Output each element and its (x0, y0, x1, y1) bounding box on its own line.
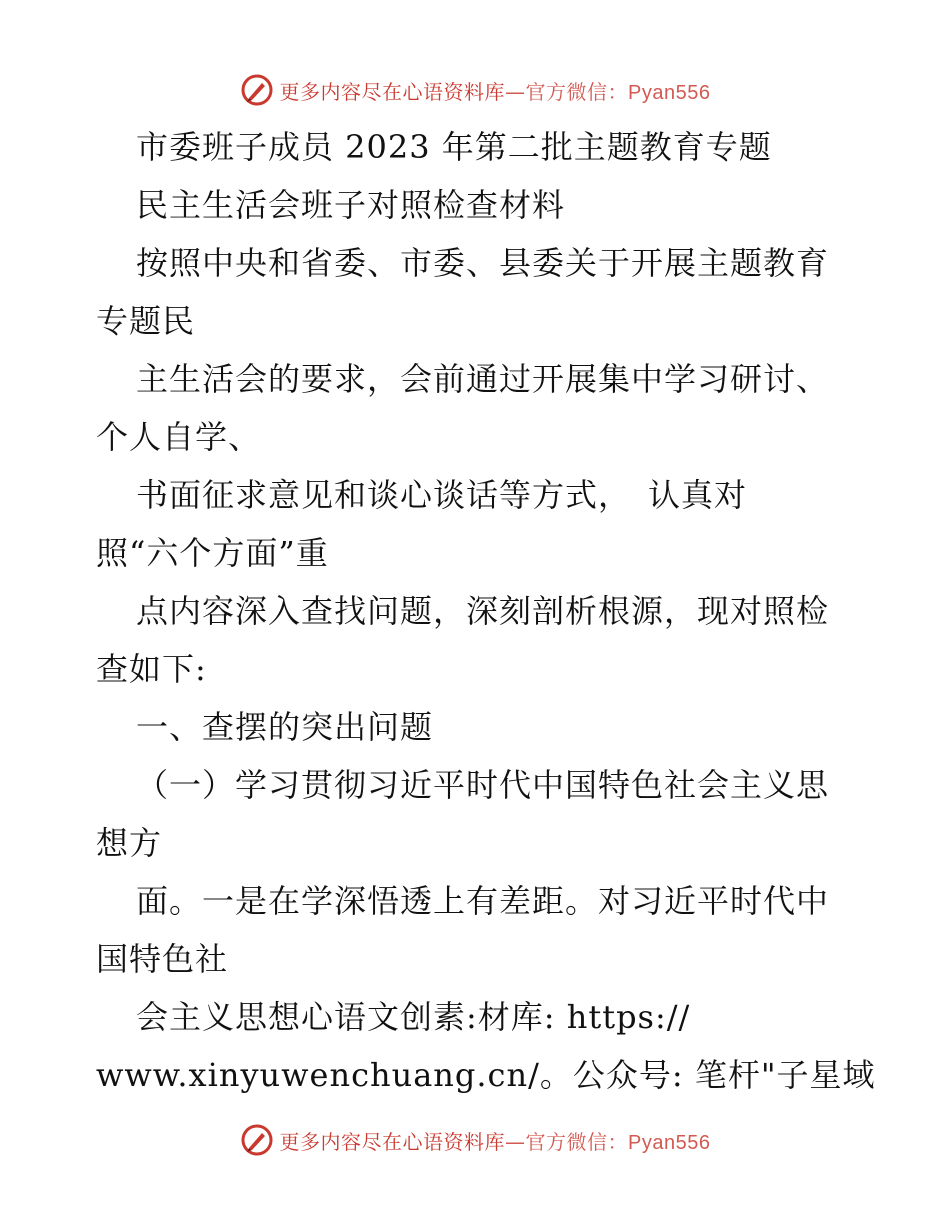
doc-paragraph-line: 专题民 (96, 302, 196, 340)
doc-title-line-2: 民主生活会班子对照检查材料 (136, 186, 566, 224)
doc-paragraph-line: 按照中央和省委、市委、县委关于开展主题教育 (136, 244, 830, 282)
watermark-text (280, 76, 711, 105)
watermark-brand: 更多内容尽在心语资料库 (279, 1129, 506, 1154)
watermark-group (240, 1123, 711, 1157)
doc-subsection-heading: （一）学习贯彻习近平时代中国特色社会主义思 (136, 766, 830, 804)
doc-paragraph-line: 会主义思想心语文创素:材库: https:// (136, 998, 691, 1036)
doc-section-heading: 一、查摆的突出问题 (136, 708, 434, 746)
doc-paragraph-line: 想方 (96, 824, 163, 862)
doc-paragraph-line: 国特色社 (96, 940, 229, 978)
doc-paragraph-line: www.xinyuwenchuang.cn/。公众号: 笔杆"子星域 (96, 1056, 876, 1094)
doc-paragraph-line: 书面征求意见和谈心谈话等方式， 认真对 (136, 476, 748, 514)
footer-watermark (0, 1120, 950, 1160)
doc-paragraph-line: 主生活会的要求，会前通过开展集中学习研讨、 (136, 360, 830, 398)
doc-paragraph-line: 查如下: (96, 650, 207, 688)
watermark-wechat-handle: Pyan556 (628, 81, 711, 104)
watermark-separator: — (505, 1129, 526, 1154)
watermark-wechat-label: 官方微信： (525, 1129, 629, 1154)
doc-paragraph-line: 个人自学、 (96, 418, 262, 456)
document-body (96, 118, 876, 1104)
watermark-wechat-handle: Pyan556 (628, 1131, 711, 1154)
pen-logo-icon (240, 73, 274, 107)
header-watermark (0, 70, 950, 110)
doc-paragraph-line: 照“六个方面”重 (96, 534, 329, 572)
watermark-brand: 更多内容尽在心语资料库 (279, 79, 506, 104)
watermark-separator: — (505, 79, 526, 104)
doc-paragraph-line: 点内容深入查找问题，深刻剖析根源，现对照检 (136, 592, 830, 630)
watermark-group (240, 73, 711, 107)
doc-paragraph-line: 面。一是在学深悟透上有差距。对习近平时代中 (136, 882, 830, 920)
watermark-text (280, 1126, 711, 1155)
watermark-wechat-label: 官方微信： (525, 79, 629, 104)
pen-logo-icon (240, 1123, 274, 1157)
doc-title-line-1: 市委班子成员 2023 年第二批主题教育专题 (136, 128, 772, 166)
